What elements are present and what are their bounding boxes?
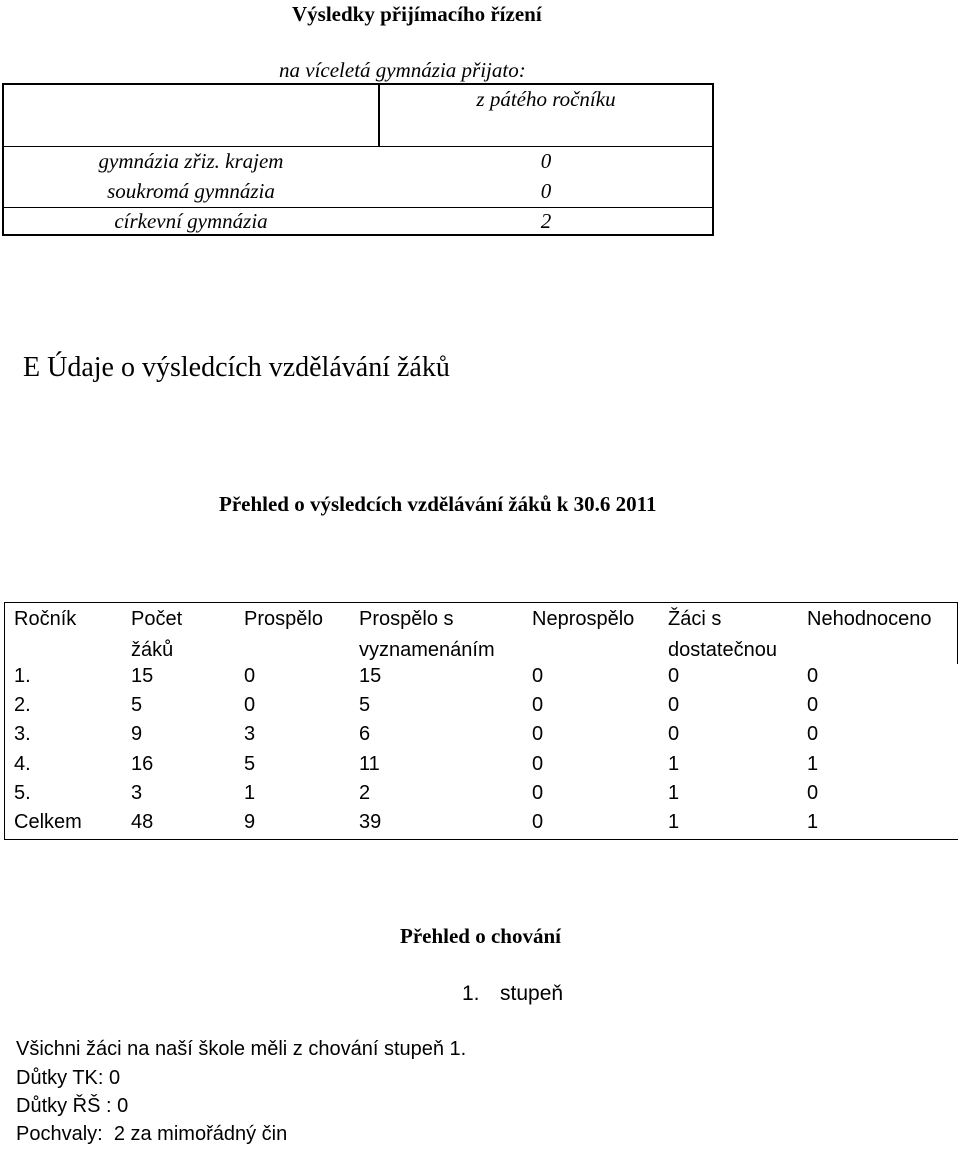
- cell-prospelo: 1: [244, 782, 256, 804]
- cell-pocet: 3: [131, 782, 143, 804]
- behavior-note: Důtky TK: 0: [16, 1067, 121, 1089]
- admission-subtitle: na víceletá gymnázia přijato:: [279, 58, 526, 82]
- cell-rocnik: 1.: [14, 665, 31, 687]
- column-header-dostatecnou: Žáci s dostatečnou: [668, 608, 777, 661]
- behavior-grade-label: stupeň: [500, 982, 564, 1005]
- cell-pocet: 9: [131, 723, 143, 745]
- cell-nehodnoceno: 0: [807, 782, 819, 804]
- column-header-prospelo: Prospělo: [244, 608, 323, 630]
- admission-row-value: 2: [540, 209, 552, 233]
- cell-vyznamenani: 5: [359, 694, 371, 716]
- cell-prospelo: 3: [244, 723, 256, 745]
- cell-rocnik: 2.: [14, 694, 31, 716]
- admission-table: [2, 83, 714, 236]
- cell-dostatecnou: 1: [668, 753, 680, 775]
- cell-neprospelo: 0: [532, 782, 544, 804]
- cell-prospelo: 5: [244, 753, 256, 775]
- cell-neprospelo: 0: [532, 811, 544, 833]
- cell-nehodnoceno: 1: [807, 811, 819, 833]
- behavior-grade: [462, 982, 563, 1006]
- cell-rocnik: 3.: [14, 723, 31, 745]
- cell-dostatecnou: 0: [668, 665, 680, 687]
- cell-nehodnoceno: 0: [807, 723, 819, 745]
- cell-dostatecnou: 1: [668, 811, 680, 833]
- cell-dostatecnou: 1: [668, 782, 680, 804]
- cell-vyznamenani: 39: [359, 811, 382, 833]
- cell-nehodnoceno: 0: [807, 694, 819, 716]
- cell-vyznamenani: 15: [359, 665, 382, 687]
- behavior-grade-number: 1.: [462, 982, 480, 1005]
- column-header-vyznamenani: Prospělo s vyznamenáním: [359, 608, 495, 661]
- cell-pocet: 16: [131, 753, 154, 775]
- cell-vyznamenani: 6: [359, 723, 371, 745]
- cell-neprospelo: 0: [532, 723, 544, 745]
- results-subheading: Přehled o výsledcích vzdělávání žáků k 30.6 2011: [219, 492, 657, 516]
- cell-neprospelo: 0: [532, 694, 544, 716]
- cell-prospelo: 0: [244, 665, 256, 687]
- section-e-heading: E Údaje o výsledcích vzdělávání žáků: [23, 352, 450, 383]
- admission-row-value: 0: [540, 149, 552, 173]
- behavior-note: Důtky ŘŠ : 0: [16, 1095, 129, 1117]
- column-header-neprospelo: Neprospělo: [532, 608, 635, 630]
- behavior-note: Všichni žáci na naší škole měli z chování stupeň 1.: [16, 1038, 467, 1060]
- admission-row-label: církevní gymnázia: [114, 209, 268, 233]
- cell-prospelo: 9: [244, 811, 256, 833]
- cell-pocet: 5: [131, 694, 143, 716]
- cell-vyznamenani: 2: [359, 782, 371, 804]
- cell-neprospelo: 0: [532, 753, 544, 775]
- cell-pocet: 48: [131, 811, 154, 833]
- admission-row-value: 0: [540, 179, 552, 203]
- cell-dostatecnou: 0: [668, 723, 680, 745]
- cell-neprospelo: 0: [532, 665, 544, 687]
- cell-nehodnoceno: 0: [807, 665, 819, 687]
- cell-rocnik: Celkem: [14, 811, 82, 833]
- cell-nehodnoceno: 1: [807, 753, 819, 775]
- cell-rocnik: 5.: [14, 782, 31, 804]
- column-header-pocet: Počet žáků: [131, 608, 183, 661]
- admission-row-label: soukromá gymnázia: [107, 179, 275, 203]
- behavior-note: Pochvaly: 2 za mimořádný čin: [16, 1123, 288, 1145]
- column-header-rocnik: Ročník: [14, 608, 77, 630]
- admission-row-label: gymnázia zřiz. krajem: [98, 149, 284, 173]
- admission-title: Výsledky přijímacího řízení: [292, 2, 542, 26]
- column-header-nehodnoceno: Nehodnoceno: [807, 608, 932, 630]
- cell-dostatecnou: 0: [668, 694, 680, 716]
- cell-prospelo: 0: [244, 694, 256, 716]
- cell-rocnik: 4.: [14, 753, 31, 775]
- behavior-title: Přehled o chování: [400, 924, 561, 948]
- cell-vyznamenani: 11: [359, 753, 380, 775]
- cell-pocet: 15: [131, 665, 154, 687]
- admission-column-header: z pátého ročníku: [476, 87, 616, 111]
